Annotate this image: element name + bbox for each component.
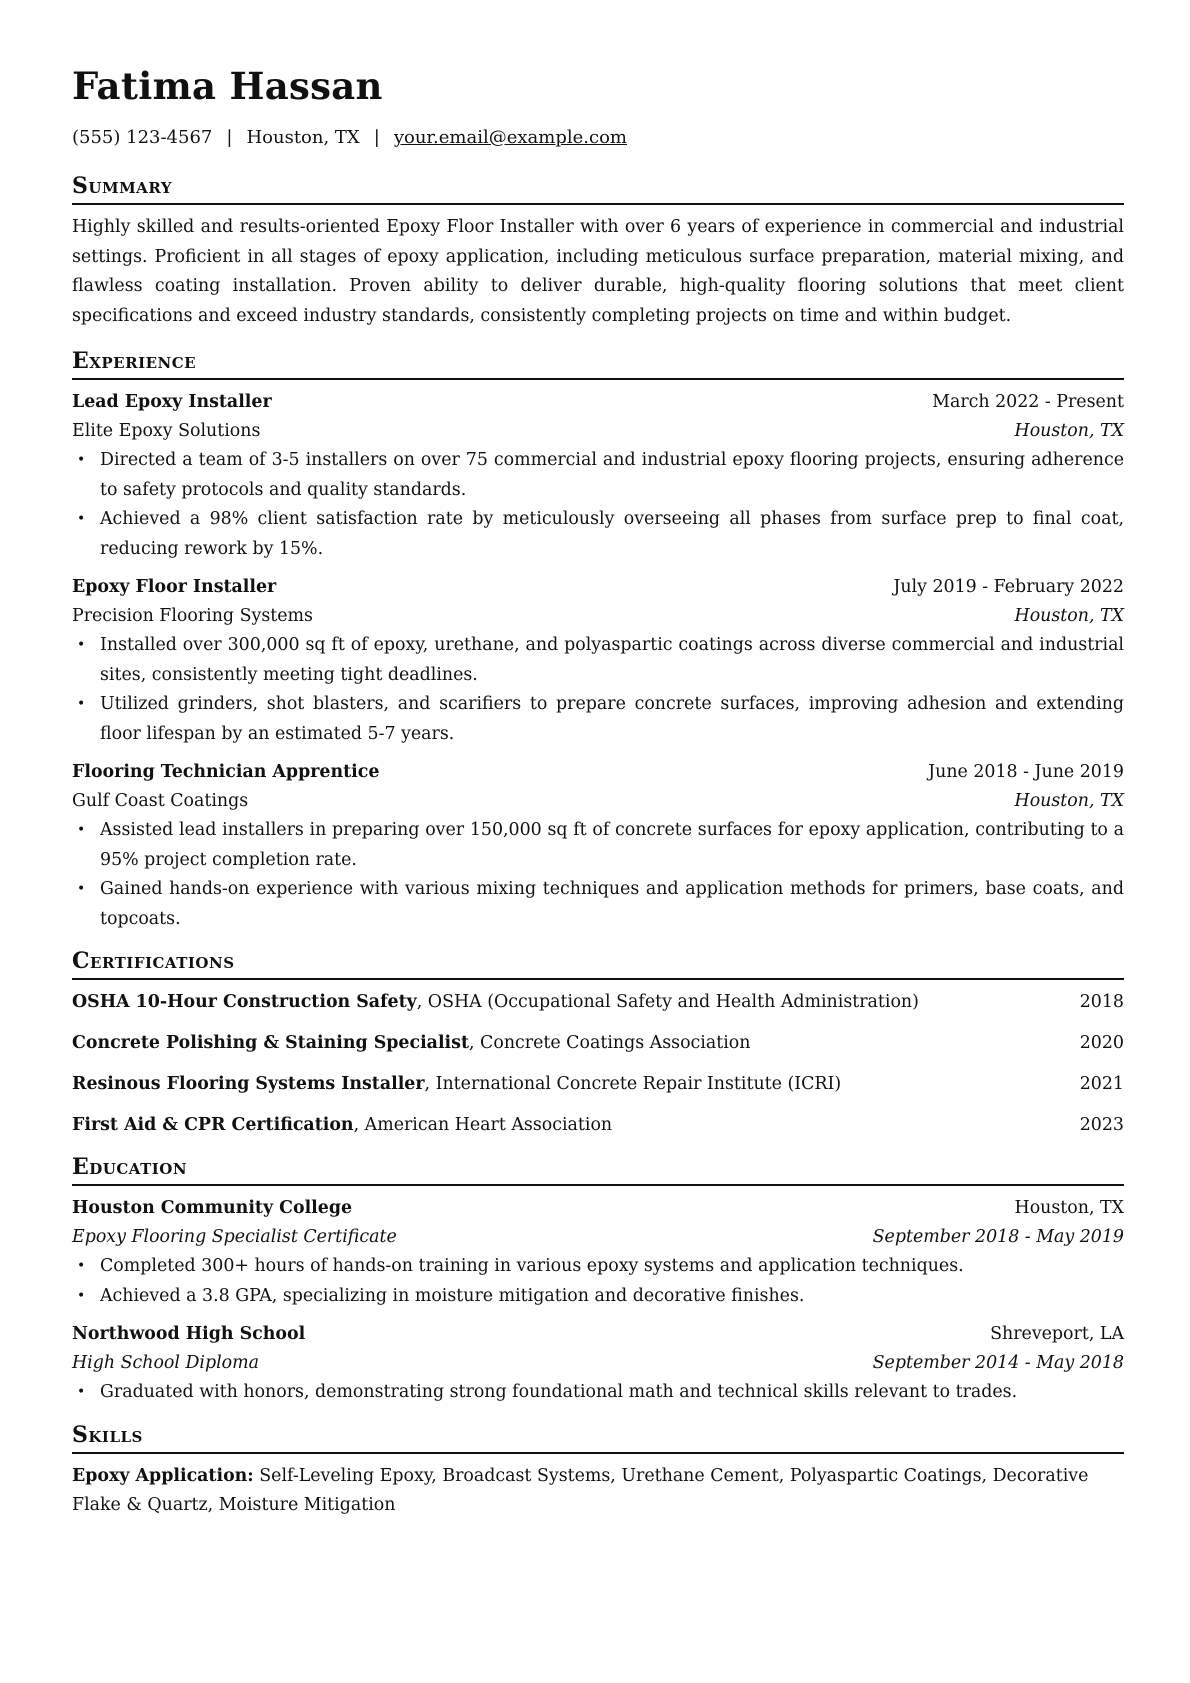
job-title: Epoxy Floor Installer bbox=[72, 577, 277, 597]
experience-entry bbox=[72, 388, 1124, 564]
bullet-item: • Graduated with honors, demonstrating strong foundational math and technical skills relevant to trades. bbox=[100, 1378, 1124, 1408]
experience-entry bbox=[72, 573, 1124, 749]
bullet-item: • Gained hands-on experience with various mixing techniques and application methods for primers, base coats, and topcoats. bbox=[100, 875, 1124, 934]
cert-name: Concrete Polishing & Staining Specialist bbox=[72, 1033, 469, 1053]
bullet-item: • Achieved a 98% client satisfaction rate by meticulously overseeing all phases from surface prep to final coat, reducing rework by 15%. bbox=[100, 505, 1124, 564]
cert-year: 2021 bbox=[1079, 1074, 1124, 1094]
cert-issuer: , International Concrete Repair Institute (ICRI) bbox=[424, 1074, 842, 1094]
phone-number: (555) 123-4567 bbox=[72, 127, 213, 148]
candidate-name: Fatima Hassan bbox=[72, 64, 383, 108]
job-dates: June 2018 - June 2019 bbox=[928, 762, 1124, 782]
separator: | bbox=[226, 127, 233, 148]
job-dates: March 2022 - Present bbox=[932, 392, 1124, 412]
cert-issuer: , American Heart Association bbox=[353, 1115, 613, 1135]
job-location: Houston, TX bbox=[1014, 791, 1124, 811]
school-name: Northwood High School bbox=[72, 1324, 306, 1344]
certification-item bbox=[72, 1029, 1124, 1058]
certification-item bbox=[72, 988, 1124, 1017]
education-dates: September 2014 - May 2018 bbox=[872, 1353, 1124, 1373]
degree: High School Diploma bbox=[72, 1353, 260, 1373]
certification-item bbox=[72, 1111, 1124, 1140]
section-heading-skills: Skills bbox=[72, 1421, 1124, 1454]
bullet-item: • Assisted lead installers in preparing over 150,000 sq ft of concrete surfaces for epoxy application, contributing to a 95% project completion rate. bbox=[100, 816, 1124, 875]
bullet-item: • Utilized grinders, shot blasters, and scarifiers to prepare concrete surfaces, improving adhesion and extending floor lifespan by an estimated 5-7 years. bbox=[100, 690, 1124, 749]
section-heading-education: Education bbox=[72, 1153, 1124, 1186]
degree: Epoxy Flooring Specialist Certificate bbox=[72, 1227, 397, 1247]
section-heading-experience: Experience bbox=[72, 347, 1124, 380]
resume-page bbox=[72, 60, 1124, 1521]
cert-name: First Aid & CPR Certification bbox=[72, 1115, 354, 1135]
cert-year: 2018 bbox=[1079, 992, 1124, 1012]
company-name: Elite Epoxy Solutions bbox=[72, 421, 261, 441]
contact-line bbox=[72, 124, 1124, 152]
cert-name: OSHA 10-Hour Construction Safety bbox=[72, 992, 417, 1012]
cert-issuer: , OSHA (Occupational Safety and Health Administration) bbox=[416, 992, 919, 1012]
education-entry bbox=[72, 1194, 1124, 1311]
bullet-item: • Directed a team of 3-5 installers on over 75 commercial and industrial epoxy flooring projects, ensuring adherence to safety protocols and quality standards. bbox=[100, 446, 1124, 505]
company-name: Gulf Coast Coatings bbox=[72, 791, 249, 811]
education-entry bbox=[72, 1320, 1124, 1408]
school-location: Shreveport, LA bbox=[990, 1324, 1124, 1344]
separator: | bbox=[373, 127, 380, 148]
job-title: Flooring Technician Apprentice bbox=[72, 762, 380, 782]
job-dates: July 2019 - February 2022 bbox=[893, 577, 1124, 597]
job-title: Lead Epoxy Installer bbox=[72, 392, 272, 412]
bullet-item: • Achieved a 3.8 GPA, specializing in moisture mitigation and decorative finishes. bbox=[100, 1282, 1124, 1312]
education-dates: September 2018 - May 2019 bbox=[872, 1227, 1124, 1247]
bullet-item: • Installed over 300,000 sq ft of epoxy, urethane, and polyaspartic coatings across diverse commercial and industrial sites, consistently meeting tight deadlines. bbox=[100, 631, 1124, 690]
job-location: Houston, TX bbox=[1014, 421, 1124, 441]
summary-text: Highly skilled and results-oriented Epoxy Floor Installer with over 6 years of experience in commercial and industrial settings. Proficient in all stages of epoxy application, including meticulous surface preparation, material mixing, and flawless coating installation. Proven ability to deliver durable, high-quality flooring solutions that meet client specifications and exceed industry standards, consistently completing projects on time and within budget. bbox=[72, 217, 1124, 326]
cert-year: 2023 bbox=[1079, 1115, 1124, 1135]
experience-entry bbox=[72, 758, 1124, 934]
school-name: Houston Community College bbox=[72, 1198, 353, 1218]
job-location: Houston, TX bbox=[1014, 606, 1124, 626]
cert-issuer: , Concrete Coatings Association bbox=[469, 1033, 751, 1053]
company-name: Precision Flooring Systems bbox=[72, 606, 313, 626]
location: Houston, TX bbox=[246, 127, 360, 148]
section-heading-certifications: Certifications bbox=[72, 947, 1124, 980]
skills-group bbox=[72, 1462, 1124, 1521]
email-link[interactable]: your.email@example.com bbox=[393, 127, 627, 148]
school-location: Houston, TX bbox=[1014, 1198, 1124, 1218]
skills-label: Epoxy Application: bbox=[72, 1465, 254, 1486]
cert-name: Resinous Flooring Systems Installer bbox=[72, 1074, 425, 1094]
bullet-item: • Completed 300+ hours of hands-on training in various epoxy systems and application techniques. bbox=[100, 1252, 1124, 1282]
section-heading-summary: Summary bbox=[72, 172, 1124, 205]
cert-year: 2020 bbox=[1079, 1033, 1124, 1053]
certification-item bbox=[72, 1070, 1124, 1099]
skills-list: Self-Leveling Epoxy, Broadcast Systems, Urethane Cement, Polyaspartic Coatings, Decorative Flake & Quartz, Moisture Mitigation bbox=[72, 1465, 1089, 1515]
